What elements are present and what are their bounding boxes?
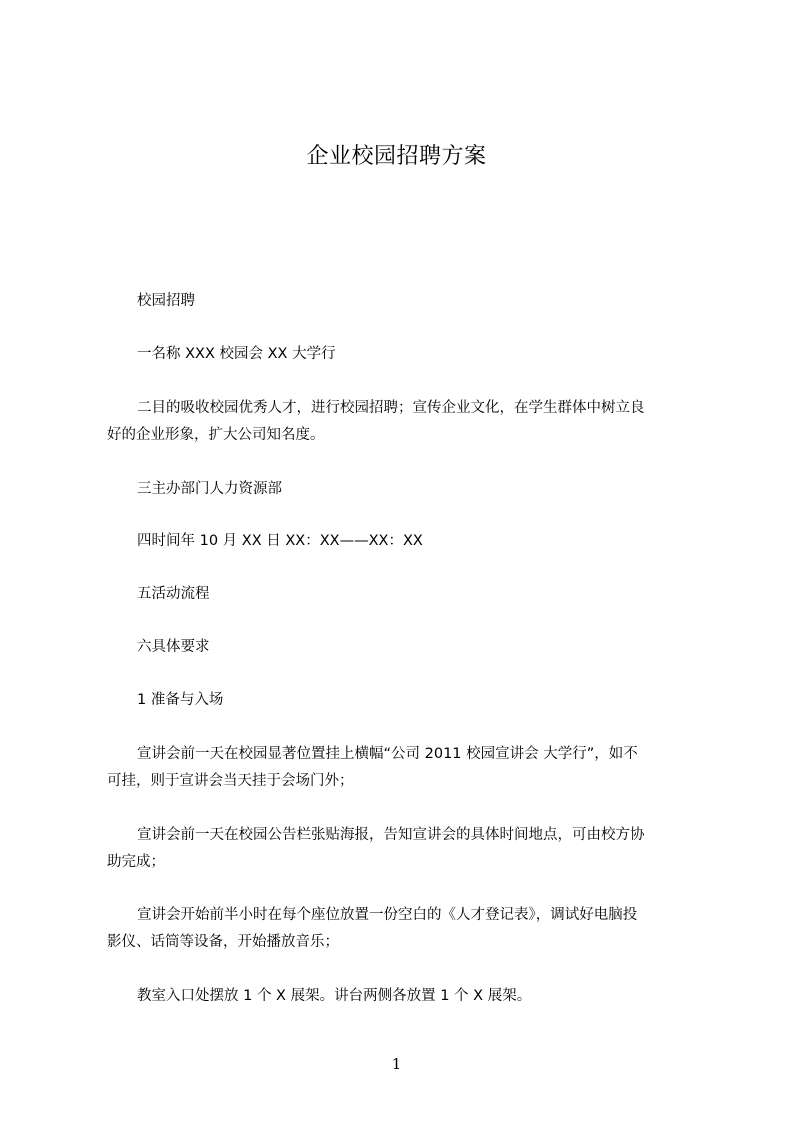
paragraph-line: 影仪、话筒等设备，开始播放音乐； [107, 934, 339, 950]
paragraph-activity-flow [107, 581, 703, 608]
paragraph-banner [107, 741, 703, 795]
paragraph-line: 四时间年 10 月 XX 日 XX：XX——XX：XX [137, 533, 423, 549]
paragraph-purpose [107, 395, 703, 449]
paragraph-line: 六具体要求 [137, 639, 210, 655]
page-number: 1 [391, 1055, 402, 1073]
paragraph-organizer [107, 476, 703, 503]
paragraph-line: 好的企业形象，扩大公司知名度。 [107, 427, 325, 443]
paragraph-line: 宣讲会开始前半小时在每个座位放置一份空白的《人才登记表》，调试好电脑投 [137, 907, 638, 923]
paragraph-line: 一名称 XXX 校园会 XX 大学行 [137, 346, 336, 362]
document-title: 企业校园招聘方案 [306, 144, 487, 169]
paragraph-campus-recruitment [107, 288, 703, 315]
paragraph-registration-form [107, 902, 703, 956]
paragraph-name [107, 341, 703, 368]
paragraph-line: 二目的吸收校园优秀人才，进行校园招聘；宣传企业文化，在学生群体中树立良 [137, 400, 645, 416]
paragraph-line: 可挂，则于宣讲会当天挂于会场门外； [107, 773, 354, 789]
paragraph-line: 助完成； [107, 854, 165, 870]
paragraph-poster [107, 822, 703, 876]
paragraph-line: 1 准备与入场 [137, 692, 224, 708]
paragraph-line: 宣讲会前一天在校园公告栏张贴海报，告知宣讲会的具体时间地点，可由校方协 [137, 827, 645, 843]
paragraph-line: 三主办部门人力资源部 [137, 481, 282, 497]
paragraph-line: 宣讲会前一天在校园显著位置挂上横幅“公司 2011 校园宣讲会 大学行”，如不 [137, 746, 638, 762]
paragraph-preparation [107, 687, 703, 714]
paragraph-line: 教室入口处摆放 1 个 X 展架。讲台两侧各放置 1 个 X 展架。 [137, 988, 532, 1004]
paragraph-requirements [107, 634, 703, 661]
paragraph-line: 校园招聘 [137, 293, 195, 309]
paragraph-line: 五活动流程 [137, 586, 210, 602]
paragraph-display-stands [107, 983, 703, 1010]
paragraph-time [107, 528, 703, 555]
